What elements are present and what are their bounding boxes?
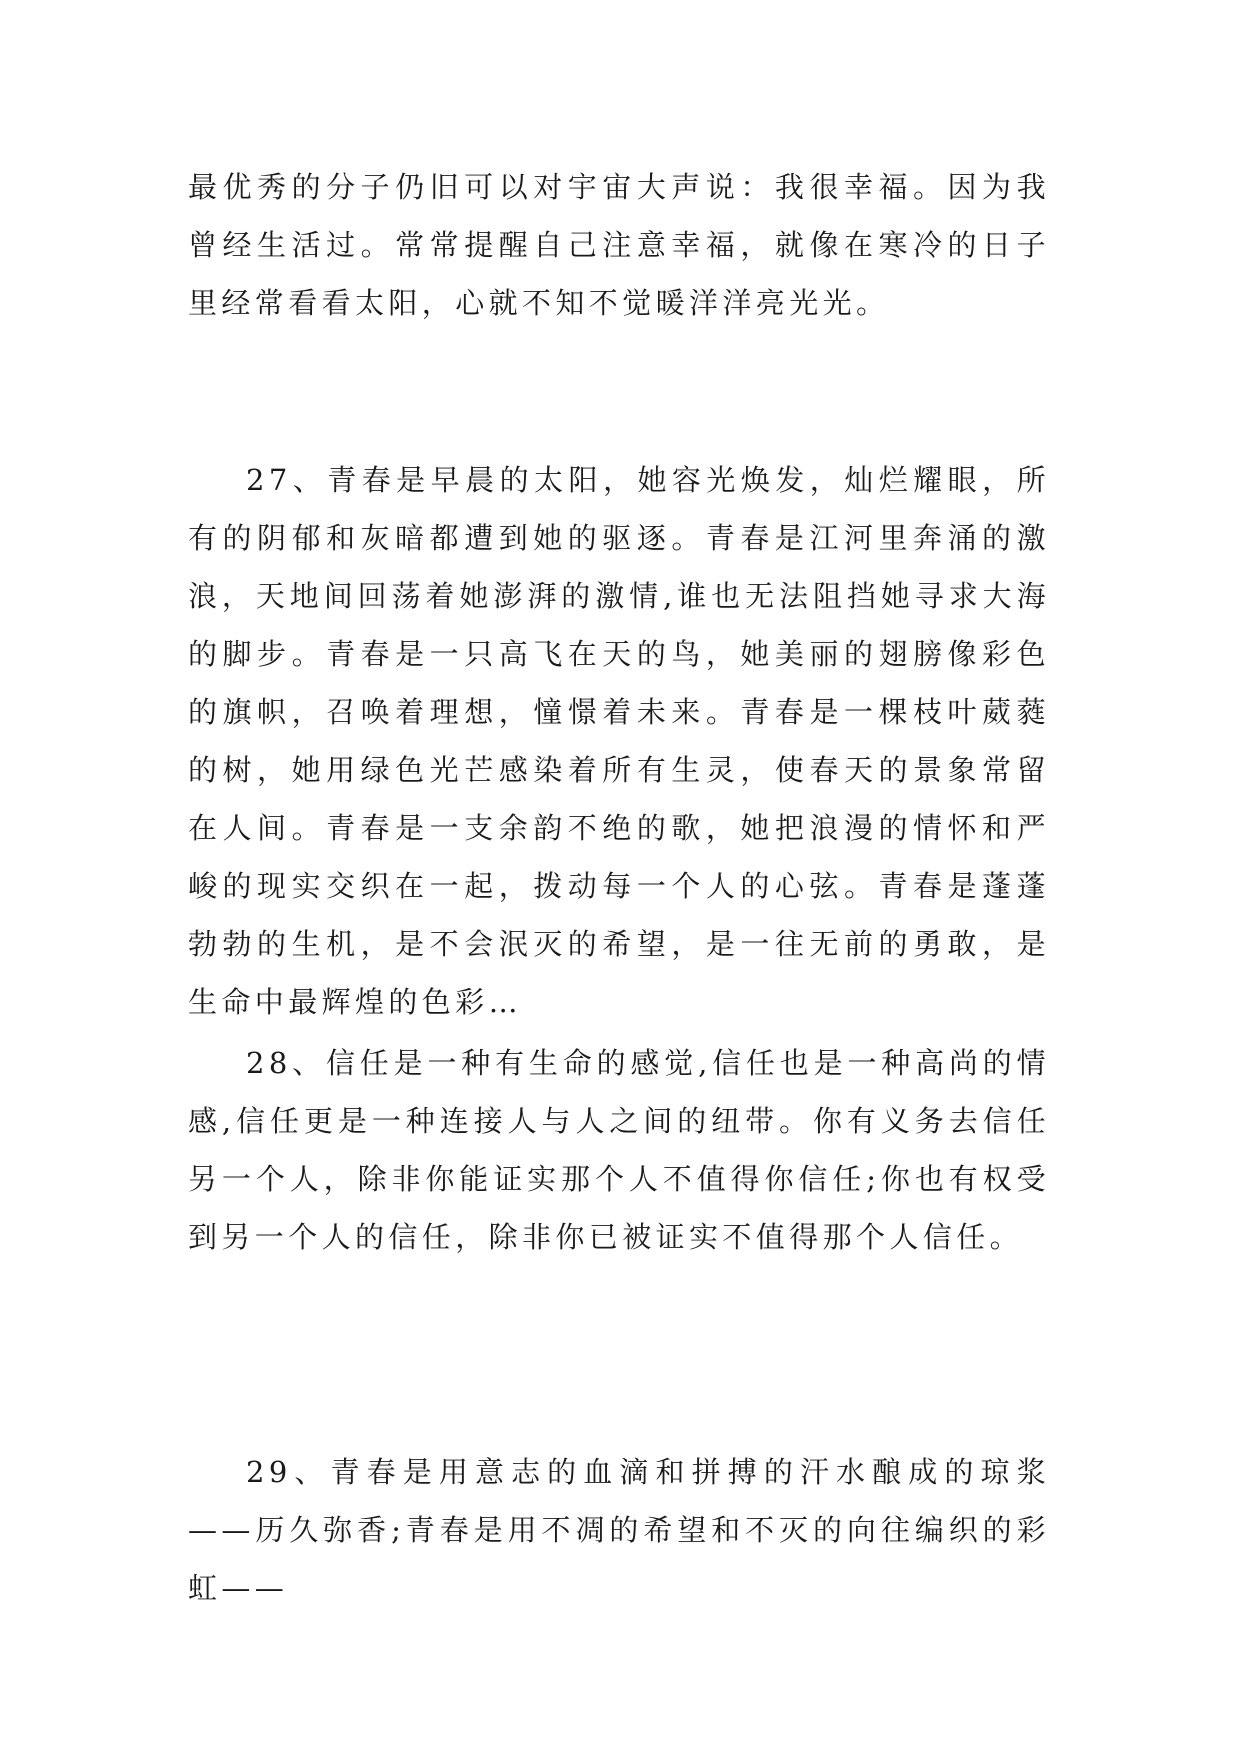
paragraph-item-27	[188, 451, 1050, 1031]
paragraph-continuation	[188, 158, 1050, 332]
paragraph-text: 28、信任是一种有生命的感觉,信任也是一种高尚的情感,信任更是一种连接人与人之间的纽带。你有义务去信任另一个人，除非你能证实那个人不值得你信任;你也有权受到另一个人的信任，除非你已被证实不值得那个人信任。	[188, 1046, 1050, 1254]
paragraph-text: 27、青春是早晨的太阳，她容光焕发，灿烂耀眼，所有的阴郁和灰暗都遭到她的驱逐。青春是江河里奔涌的激浪，天地间回荡着她澎湃的激情,谁也无法阻挡她寻求大海的脚步。青春是一只高飞在天的鸟，她美丽的翅膀像彩色的旗帜，召唤着理想，憧憬着未来。青春是一棵枝叶葳蕤的树，她用绿色光芒感染着所有生灵，使春天的景象常留在人间。青春是一支余韵不绝的歌，她把浪漫的情怀和严峻的现实交织在一起，拨动每一个人的心弦。青春是蓬蓬勃勃的生机，是不会泯灭的希望，是一往无前的勇敢，是生命中最辉煌的色彩…	[188, 463, 1050, 1019]
paragraph-item-29	[188, 1443, 1050, 1617]
paragraph-text: 最优秀的分子仍旧可以对宇宙大声说：我很幸福。因为我曾经生活过。常常提醒自己注意幸福，就像在寒冷的日子里经常看看太阳，心就不知不觉暖洋洋亮光光。	[188, 170, 1050, 320]
paragraph-text: 29、青春是用意志的血滴和拼搏的汗水酿成的琼浆——历久弥香;青春是用不凋的希望和不灭的向往编织的彩虹——	[188, 1455, 1050, 1605]
paragraph-item-28	[188, 1034, 1050, 1266]
